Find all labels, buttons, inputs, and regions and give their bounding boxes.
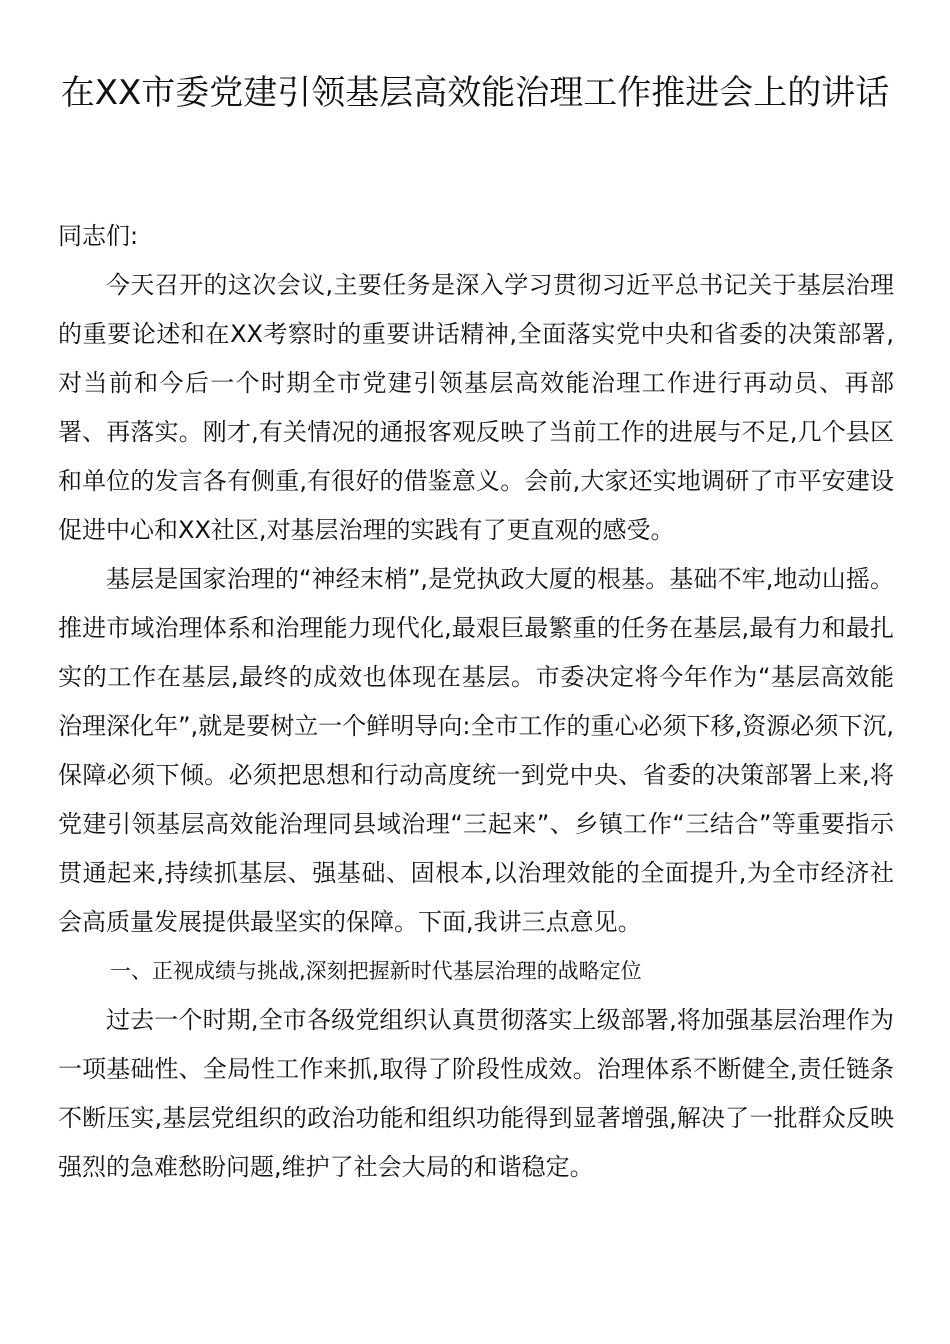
document-title: 在XX市委党建引领基层高效能治理工作推进会上的讲话 <box>60 73 890 113</box>
context-paragraph: 基层是国家治理的“神经末梢”,是党执政大厦的根基。基础不牢,地动山摇。推进市域治理体系和治理能力现代化,最艰巨最繁重的任务在基层,最有力和最扎实的工作在基层,最终的成效也体现在基层。市委决定将今年作为“基层高效能治理深化年”,就是要树立一个鲜明导向:全市工作的重心必须下移,资源必须下沉,保障必须下倾。必须把思想和行动高度统一到党中央、省委的决策部署上来,将党建引领基层高效能治理同县域治理“三起来”、乡镇工作“三结合”等重要指示贯通起来,持续抓基层、强基础、固根本,以治理效能的全面提升,为全市经济社会高质量发展提供最坚实的保障。下面,我讲三点意见。 <box>58 565 894 936</box>
section-paragraph: 过去一个时期,全市各级党组织认真贯彻落实上级部署,将加强基层治理作为一项基础性、全局性工作来抓,取得了阶段性成效。治理体系不断健全,责任链条不断压实,基层党组织的政治功能和组织功能得到显著增强,解决了一批群众反映强烈的急难愁盼问题,维护了社会大局的和谐稳定。 <box>58 1006 894 1181</box>
intro-paragraph: 今天召开的这次会议,主要任务是深入学习贯彻习近平总书记关于基层治理的重要论述和在XX考察时的重要讲话精神,全面落实党中央和省委的决策部署,对当前和今后一个时期全市党建引领基层高效能治理工作进行再动员、再部署、再落实。刚才,有关情况的通报客观反映了当前工作的进展与不足,几个县区和单位的发言各有侧重,有很好的借鉴意义。会前,大家还实地调研了市平安建设促进中心和XX社区,对基层治理的实践有了更直观的感受。 <box>58 271 894 544</box>
salutation: 同志们: <box>58 222 139 250</box>
document-body <box>58 212 894 1192</box>
section-heading: 一、正视成绩与挑战,深刻把握新时代基层治理的战略定位 <box>110 959 642 983</box>
